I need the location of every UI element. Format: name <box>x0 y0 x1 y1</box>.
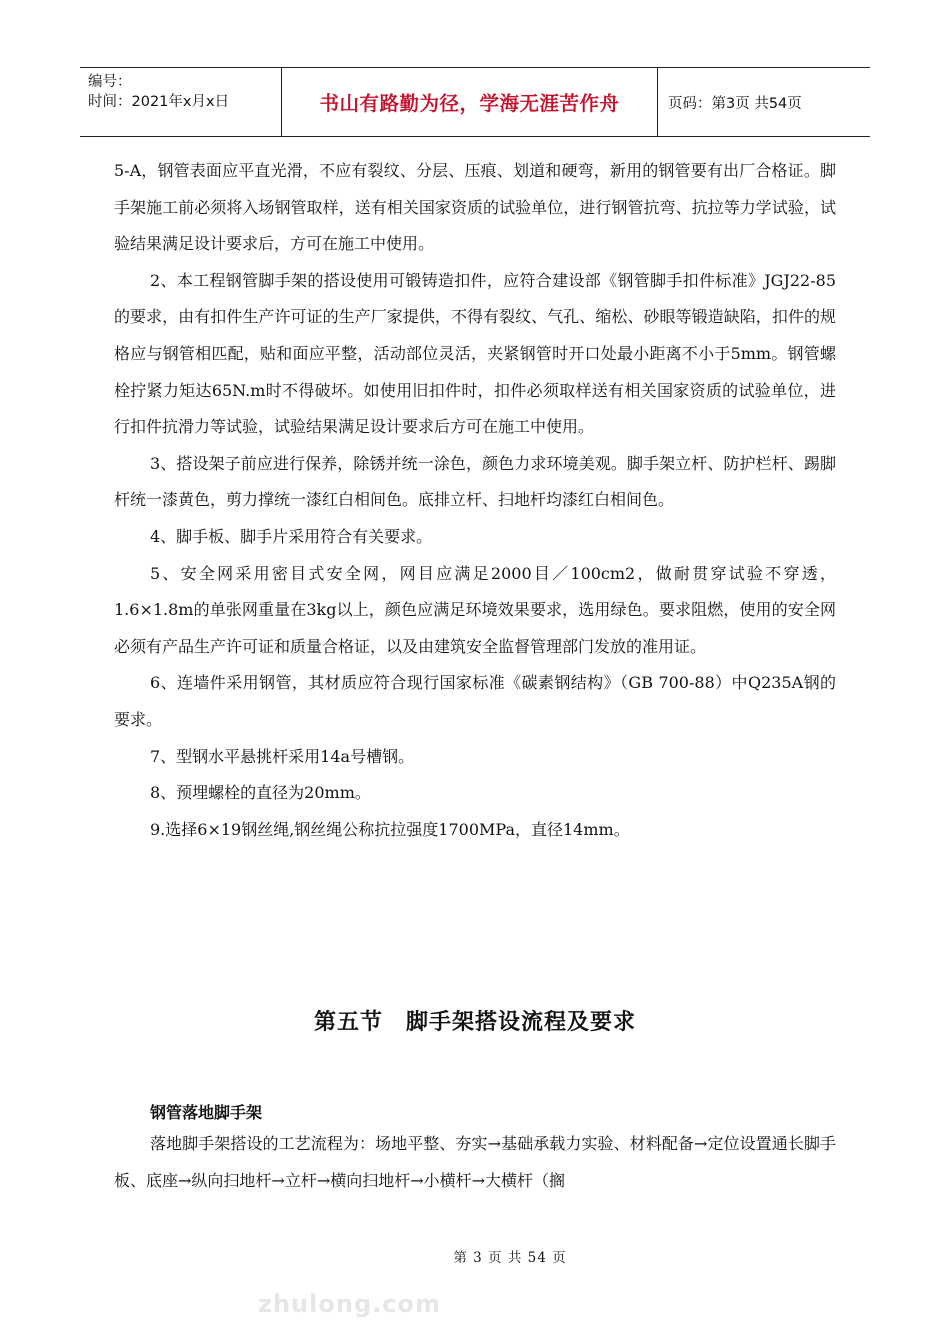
paragraph-1: 5-A，钢管表面应平直光滑，不应有裂纹、分层、压痕、划道和硬弯，新用的钢管要有出厂合格证。脚手架施工前必须将入场钢管取样，送有相关国家资质的试验单位，进行钢管抗弯、抗拉等力学试验，试验结果满足设计要求后，方可在施工中使用。 <box>114 161 836 254</box>
paragraph-9: 9.选择6×19钢丝绳,钢丝绳公称抗拉强度1700MPa，直径14mm。 <box>150 819 630 839</box>
paragraph-6: 6、连墙件采用钢管，其材质应符合现行国家标准《碳素钢结构》（GB 700-88）中Q235A钢的要求。 <box>114 673 836 729</box>
paragraph-5: 5、安全网采用密目式安全网，网目应满足2000目／100cm2，做耐贯穿试验不穿透，1.6×1.8m的单张网重量在3kg以上，颜色应满足环境效果要求，选用绿色。要求阻燃，使用的安全网必须有产品生产许可证和质量合格证，以及由建筑安全监督管理部门发放的准用证。 <box>114 563 836 656</box>
page-header <box>80 67 870 137</box>
header-page-info: 页码：第3页 共54页 <box>668 95 802 112</box>
sub-heading: 钢管落地脚手架 <box>150 1103 263 1122</box>
process-text <box>114 1126 836 1199</box>
paragraph-3: 3、搭设架子前应进行保养，除锈并统一涂色，颜色力求环境美观。脚手架立杆、防护栏杆、踢脚杆统一漆黄色，剪力撑统一漆红白相间色。底排立杆、扫地杆均漆红白相间色。 <box>114 453 836 510</box>
watermark: zhulong.com <box>258 1290 441 1318</box>
paragraph-7: 7、型钢水平悬挑杆采用14a号槽钢。 <box>150 746 415 766</box>
doc-time-label: 时间：2021年x月x日 <box>88 94 230 110</box>
page-footer: 第 3 页 共 54 页 <box>453 1250 567 1266</box>
doc-number-label: 编号： <box>88 74 132 90</box>
header-meta <box>80 68 282 136</box>
paragraph-4: 4、脚手板、脚手片采用符合有关要求。 <box>150 526 433 546</box>
paragraph-2: 2、本工程钢管脚手架的搭设使用可锻铸造扣件，应符合建设部《钢管脚手扣件标准》JGJ22-85的要求，由有扣件生产许可证的生产厂家提供，不得有裂纹、气孔、缩松、砂眼等锻造缺陷，扣件的规格应与钢管相匹配，贴和面应平整，活动部位灵活，夹紧钢管时开口处最小距离不小于5mm。钢管螺栓拧紧力矩达65N.m时不得破坏。如使用旧扣件时，扣件必须取样送有相关国家资质的试验单位，进行扣件抗滑力等试验，试验结果满足设计要求后方可在施工中使用。 <box>114 270 836 437</box>
body-text <box>114 153 836 848</box>
section-title: 第五节 脚手架搭设流程及要求 <box>313 1010 636 1035</box>
process-paragraph: 落地脚手架搭设的工艺流程为：场地平整、夯实→基础承载力实验、材料配备→定位设置通长脚手板、底座→纵向扫地杆→立杆→横向扫地杆→小横杆→大横杆（搁 <box>114 1134 836 1190</box>
header-motto: 书山有路勤为径，学海无涯苦作舟 <box>282 68 658 136</box>
paragraph-8: 8、预埋螺栓的直径为20mm。 <box>150 783 371 803</box>
